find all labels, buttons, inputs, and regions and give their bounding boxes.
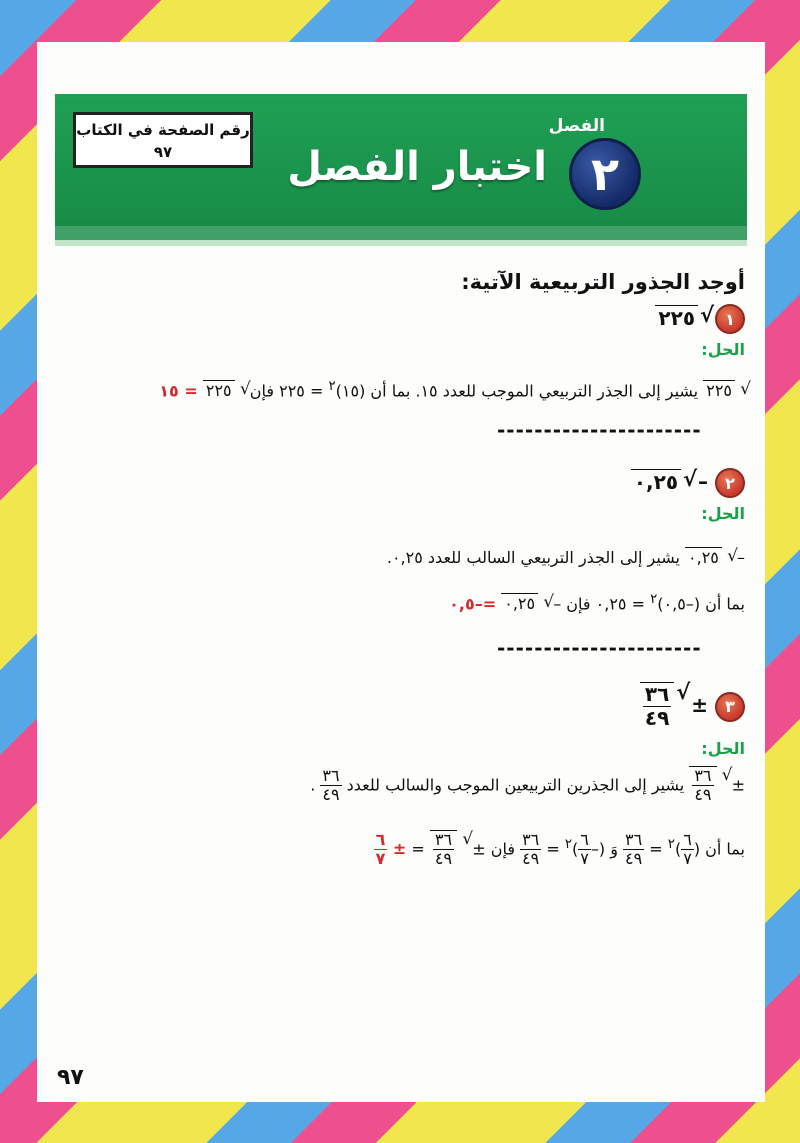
q3-frac-36-49: $\frac{٣٦}{٤٩}$ xyxy=(625,830,643,869)
q3-eq-1: = xyxy=(649,839,663,859)
q1-result: = ١٥ xyxy=(159,381,198,401)
q1-exponent: ٢ xyxy=(328,379,336,394)
worksheet-page xyxy=(37,42,765,1102)
q3-radical: $\frac{٣٦}{٤٩}$ √ xyxy=(640,682,684,730)
page-number: ٩٧ xyxy=(57,1065,84,1090)
q3-solution-line-2: بما أن ( $\frac{٦}{٧}$ )$^٢$ = $\frac{٣٦}{٤٩}$ وَ (– $\frac{٦}{٧}$ )$^٢$ = $\frac{٣٦}{٤٩}$ فإن ± $\frac{٣٦}{٤٩}$ √ = ± $\frac{٦}{٧}$ xyxy=(374,830,745,869)
q3-frac-six-sevenths: $\frac{٦}{٧}$ xyxy=(683,830,692,869)
q2-radical: ٠,٢٥ √ xyxy=(631,469,691,494)
q3-exponent-2: ٢ xyxy=(564,837,573,853)
separator-1: ---------------------- xyxy=(497,418,702,442)
q2-equation-part: = ٠,٢٥ فإن xyxy=(566,594,646,614)
q2-solution-line-1 xyxy=(387,547,745,567)
q1-line-radical: ٢٢٥ √ xyxy=(703,380,745,400)
q3-plus-minus: ± xyxy=(691,693,709,717)
q2-line2-radical: ٠,٢٥ √ xyxy=(501,593,548,613)
banner-title: اختبار الفصل xyxy=(287,144,547,190)
q2-solution-line-2 xyxy=(449,592,745,613)
book-page-reference xyxy=(73,112,253,168)
chapter-banner xyxy=(55,94,747,246)
q2-solution-label: الحل: xyxy=(701,504,745,523)
q3-then: فإن xyxy=(490,839,515,859)
q3-solution-label: الحل: xyxy=(701,739,745,758)
q1-line-radical-2: ٢٢٥ √ xyxy=(203,380,245,400)
q3-and: وَ xyxy=(610,839,618,859)
q3-result: ± $\frac{٦}{٧}$ xyxy=(375,830,407,869)
q2-line-radical: ٠,٢٥ √ xyxy=(685,547,732,567)
separator-2: ---------------------- xyxy=(497,636,702,660)
q3-line-fraction: $\frac{٣٦}{٤٩}$ xyxy=(322,766,340,805)
page-ref-number: ٩٧ xyxy=(153,143,173,161)
q3-eq-2: = xyxy=(546,839,560,859)
q3-line-radical: $\frac{٣٦}{٤٩}$ √ xyxy=(689,766,726,805)
q2-result: =–٠,٥ xyxy=(449,594,497,614)
q3-line-pm: ± xyxy=(731,775,745,795)
q3-premise: بما أن xyxy=(705,839,745,859)
question-1-badge: ١ xyxy=(715,304,745,334)
q3-line2-pm: ± xyxy=(472,839,486,859)
instruction-heading: أوجد الجذور التربيعية الآتية: xyxy=(461,270,745,294)
question-3-badge: ٣ xyxy=(715,692,745,722)
q3-exponent-1: ٢ xyxy=(667,837,675,853)
q2-exponent: ٢ xyxy=(650,592,658,607)
question-1 xyxy=(655,304,745,334)
q1-radical: ٢٢٥ √ xyxy=(655,305,708,330)
question-2 xyxy=(631,468,745,498)
q2-negative-sign: – xyxy=(698,469,709,494)
q2-premise: بما أن (–٠,٥) xyxy=(657,594,745,614)
chapter-number-badge: ٢ xyxy=(569,138,641,210)
q3-eq-3: = xyxy=(411,839,425,859)
q1-explanation: يشير إلى الجذر التربيعي الموجب للعدد ١٥. بما أن (١٥) xyxy=(335,381,699,401)
q3-explanation: يشير إلى الجذرين التربيعين الموجب والسالب للعدد xyxy=(346,775,685,795)
q2-explanation: يشير إلى الجذر التربيعي السالب للعدد ٠,٢٥. xyxy=(386,548,680,567)
q3-line2-radical: $\frac{٣٦}{٤٩}$ √ xyxy=(430,830,467,869)
q3-frac-36-49-b: $\frac{٣٦}{٤٩}$ xyxy=(522,830,540,869)
question-2-badge: ٢ xyxy=(715,468,745,498)
question-3 xyxy=(640,682,745,730)
q3-frac-neg-six-sevenths: $\frac{٦}{٧}$ xyxy=(580,830,589,869)
q2-line2-neg: – xyxy=(553,594,562,614)
q1-solution-line xyxy=(159,379,745,400)
q1-equation-part: = ٢٢٥ فإن xyxy=(249,381,324,401)
q2-line-neg: – xyxy=(737,548,745,567)
page-ref-label: رقم الصفحة في الكتاب xyxy=(76,121,250,139)
chapter-label: الفصل xyxy=(548,116,605,136)
q3-solution-line-1: ± $\frac{٣٦}{٤٩}$ √ يشير إلى الجذرين التربيعين الموجب والسالب للعدد $\frac{٣٦}{٤٩}$ . xyxy=(310,766,745,805)
q1-solution-label: الحل: xyxy=(701,340,745,359)
